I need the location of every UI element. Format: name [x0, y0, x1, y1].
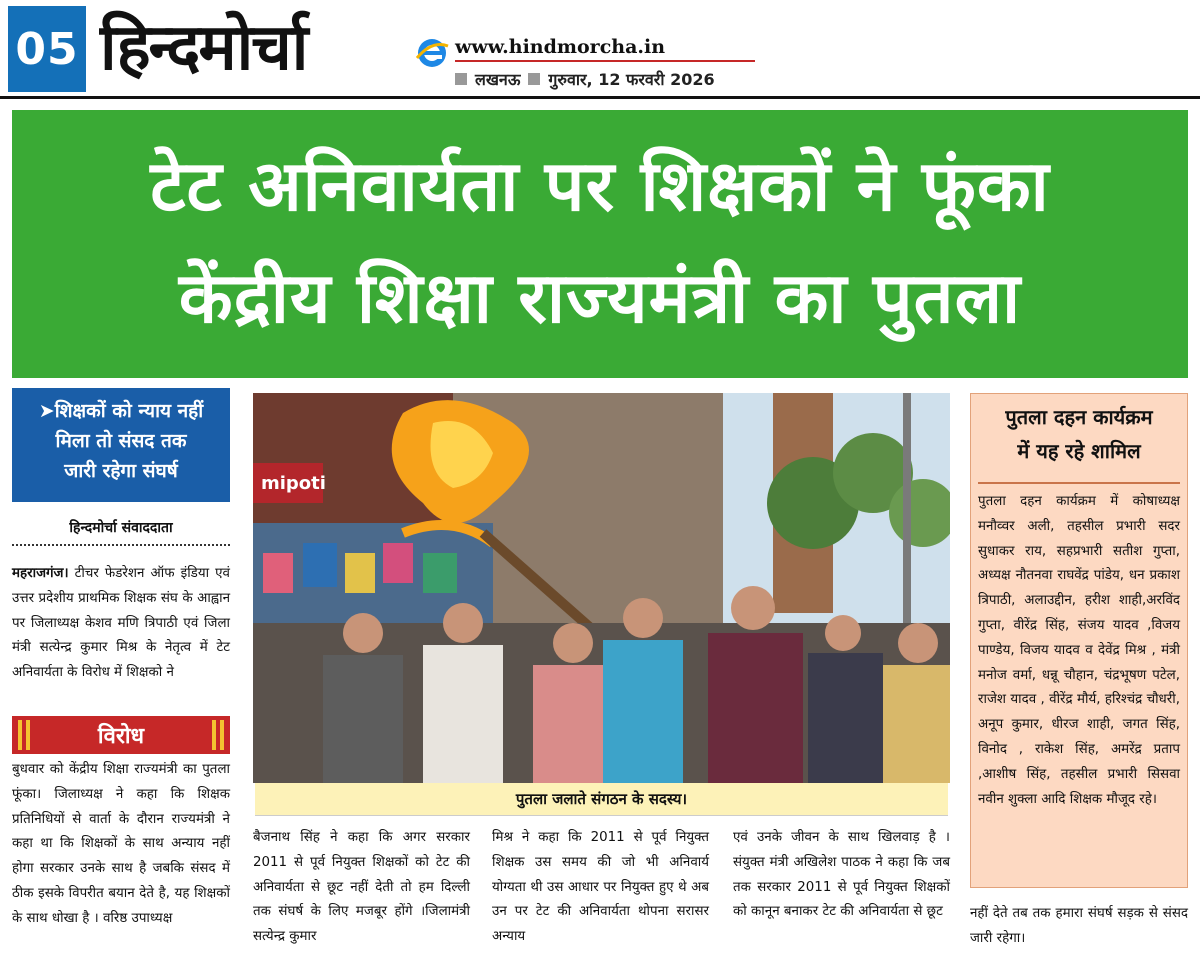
dateline-bar — [455, 68, 715, 90]
article-column-1-top — [12, 562, 230, 686]
banner-label: विरोध — [97, 724, 145, 749]
url-underline — [455, 60, 755, 62]
header-divider — [0, 96, 1200, 99]
banner-stripe — [26, 720, 30, 750]
internet-e-icon — [415, 36, 449, 70]
arrow-icon: ➤ — [38, 400, 55, 422]
sidebar-title-line-1: पुतला दहन कार्यक्रम — [1005, 405, 1153, 429]
byline: हिन्दमोर्चा संवाददाता — [69, 520, 173, 536]
bullet-square-icon — [528, 73, 540, 85]
protest-photo — [253, 393, 950, 783]
masthead-logo: हिन्दमोर्चा — [100, 11, 307, 85]
photo-caption: पुतला जलाते संगठन के सदस्य। — [255, 783, 948, 816]
shop-sign-text: mipoti — [261, 473, 326, 494]
bullet-square-icon — [455, 73, 467, 85]
city: लखनऊ — [475, 70, 521, 89]
article-column-4: एवं उनके जीवन के साथ खिलवाड़ है । संयुक्त मंत्री अखिलेश पाठक ने कहा कि जब तक सरकार 2011 से पूर्व नियुक्त शिक्षकों को कानून बनाकर टेट की अनिवार्यता से छूट — [733, 830, 950, 920]
article-text: टीचर फेडरेशन ऑफ इंडिया एवं उत्तर प्रदेशीय प्राथमिक शिक्षक संघ के आह्वान पर जिलाध्यक्ष केशव मणि त्रिपाठी एवं जिला मंत्री सत्येन्द्र कुमार मिश्र के नेतृत्व में टेट अनिवार्यता के विरोध में शिक्षको ने — [12, 566, 230, 681]
headline-band — [12, 110, 1188, 378]
banner-stripe — [212, 720, 216, 750]
article-column-3: मिश्र ने कहा कि 2011 से पूर्व नियुक्त शिक्षक उस समय की जो भी अनिवार्य योग्यता थी उस आधार पर नियुक्त हुए थे अब उन पर टेट की अनिवार्यता थोपना सरासर अन्याय — [492, 830, 709, 945]
subhead-box — [12, 388, 230, 502]
headline-line-2: केंद्रीय शिक्षा राज्यमंत्री का पुतला — [178, 257, 1022, 339]
section-banner — [12, 716, 230, 754]
article-column-2: बैजनाथ सिंह ने कहा कि अगर सरकार 2011 से पूर्व नियुक्त शिक्षकों को टेट की अनिवार्यता से छूट नहीं देती तो हम दिल्ली तक संघर्ष के लिए मजबूर होंगे ।जिलामंत्री सत्येन्द्र कुमार — [253, 830, 470, 945]
article-column-5: नहीं देते तब तक हमारा संघर्ष सड़क से संसद जारी रहेगा। — [970, 906, 1188, 946]
byline-divider — [12, 544, 230, 546]
sidebar-title — [978, 400, 1180, 468]
subhead-line-1: शिक्षकों को न्याय नहीं — [54, 400, 204, 422]
page-number: 05 — [8, 6, 86, 92]
article-column-1-bottom: बुधवार को केंद्रीय शिक्षा राज्यमंत्री का पुतला फूंका। जिलाध्यक्ष ने कहा कि शिक्षक प्रतिनिधियों से वार्ता के दौरान राज्यमंत्री ने कहा था कि शिक्षकों के साथ अन्याय नहीं होगा सरकार उनके साथ है जबकि संसद में ठीक इसके विपरीत बयान देते है, यह शिक्षकों के साथ धोखा है । वरिष्ठ उपाध्यक्ष — [12, 762, 230, 926]
issue-date: गुरुवार, 12 फरवरी 2026 — [548, 70, 715, 89]
headline-line-1: टेट अनिवार्यता पर शिक्षकों ने फूंका — [150, 145, 1050, 227]
sidebar-divider — [978, 482, 1180, 484]
dateline-place: महराजगंज। — [12, 566, 69, 581]
sidebar-text: पुतला दहन कार्यक्रम में कोषाध्यक्ष मनौव्वर अली, तहसील प्रभारी सदर सुधाकर राय, सहप्रभारी सतीश गुप्ता, अध्यक्ष नौतनवा राघवेंद्र पांडेय, धन प्रकाश त्रिपाठी, अलाउद्दीन, हरीश शाही,अरविंद गुप्ता, वीरेंद्र सिंह, संजय यादव ,विजय पाण्डेय, विजय यादव व देवेंद्र मिश्र , मंत्री मनोज वर्मा, धन्नू चौहान, चंद्रभूषण पटेल, राजेश यादव , वीरेंद्र मौर्य, हरिश्चंद्र चौधरी, अनूप कुमार, धीरज शाही, जगत सिंह, विनोद , राकेश सिंह, अमरेंद्र प्रताप ,आशीष सिंह, तहसील प्रभारी सिसवा नवीन शुक्ला आदि शिक्षक मौजूद रहे। — [978, 494, 1180, 807]
banner-stripe — [18, 720, 22, 750]
subhead-line-3: जारी रहेगा संघर्ष — [64, 460, 178, 482]
site-url[interactable]: www.hindmorcha.in — [455, 36, 666, 58]
sidebar-title-line-2: में यह रहे शामिल — [1017, 439, 1141, 463]
banner-stripe — [220, 720, 224, 750]
subhead-line-2: मिला तो संसद तक — [55, 430, 187, 452]
pole — [903, 393, 911, 623]
